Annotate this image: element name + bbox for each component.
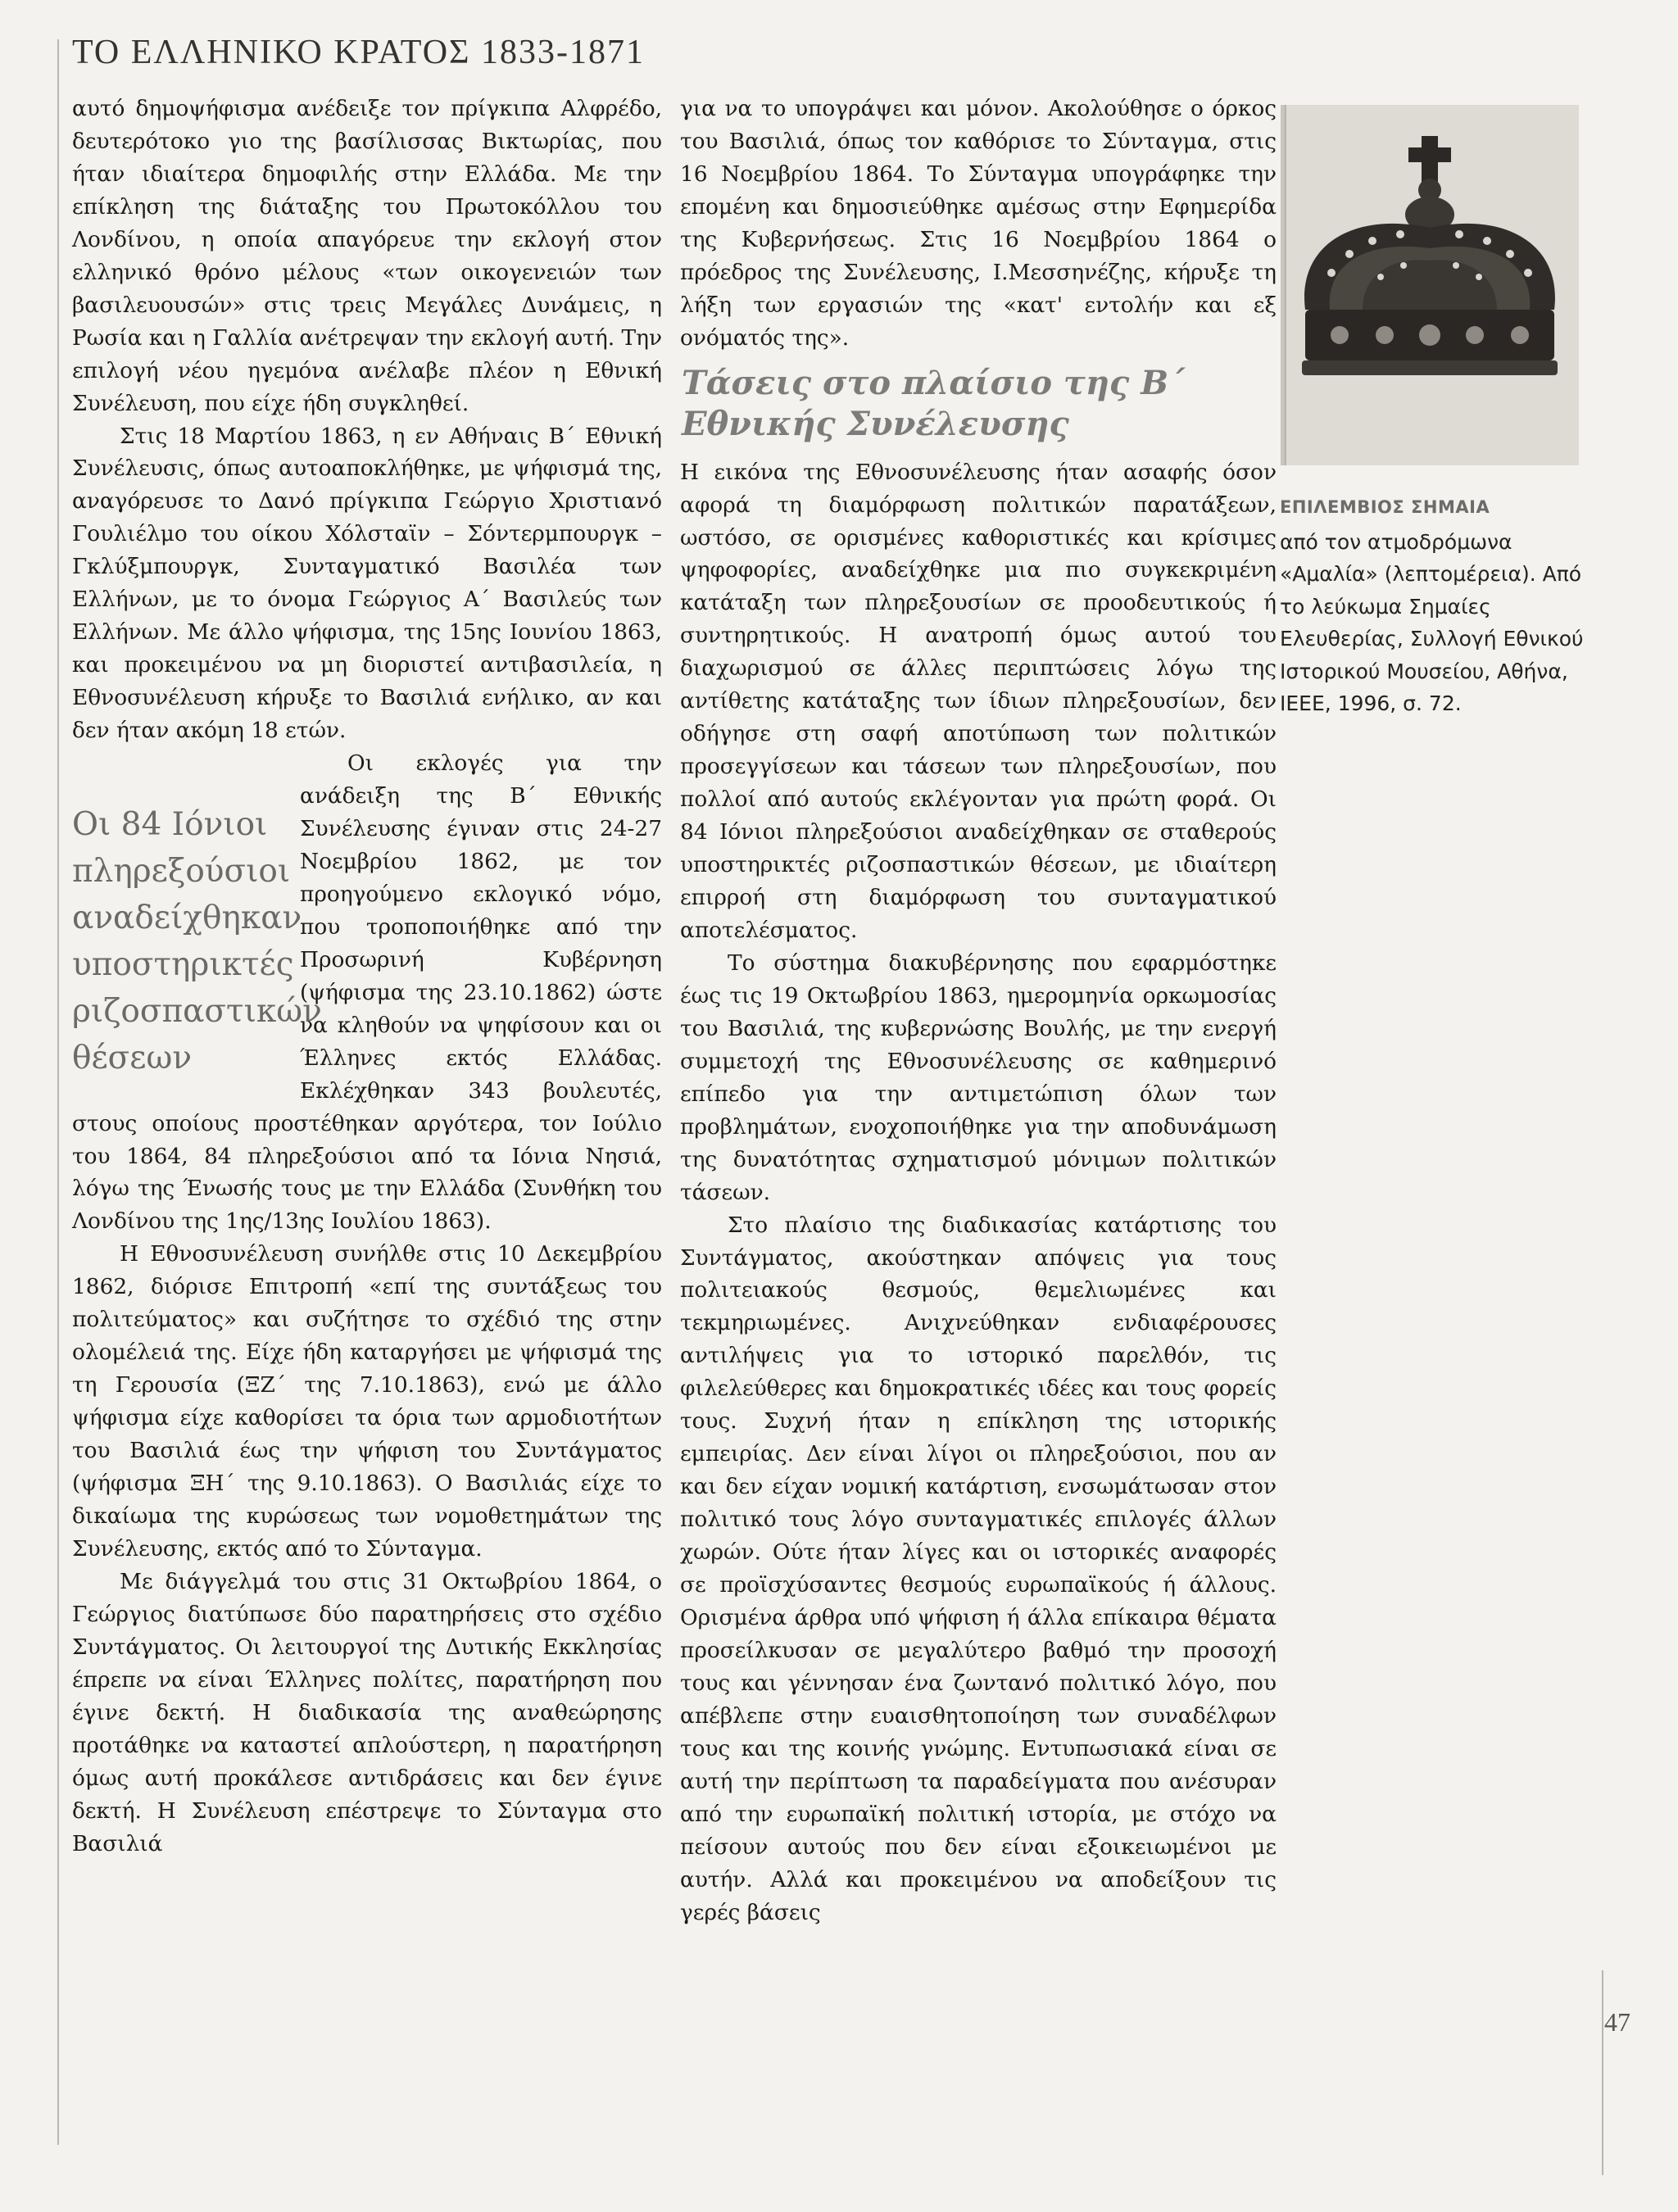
pull-quote: Οι 84 Ιόνιοι πληρεξούσιοι αναδείχθηκαν υποστηρικτές ριζοσπαστικών θέσεων bbox=[72, 806, 322, 1077]
body-paragraph: για να το υπογράψει και μόνον. Ακολούθησε ο όρκος του Βασιλιά, όπως τον καθόρισε το Σύνταγμα, στις 16 Νοεμβρίου 1864. Το Σύνταγμα υπογράφηκε την επομένη και δημοσιεύθηκε αμέσως στην Εφημερίδα της Κυβερνήσεως. Στις 16 Νοεμβρίου 1864 ο πρόεδρος της Συνέλευσης, Ι.Μεσσηνέζης, κήρυξε τη λήξη των εργασιών της «κατ' εντολήν και εξ ονόματός της». bbox=[680, 96, 1277, 351]
page-rule-vertical bbox=[57, 39, 59, 2145]
caption-title: ΕΠΙΛΕΜΒΙΟΣ ΣΗΜΑΙΑ bbox=[1280, 497, 1490, 517]
middle-column bbox=[680, 93, 1277, 1929]
body-paragraph: Η Εθνοσυνέλευση συνήλθε στις 10 Δεκεμβρίου 1862, διόρισε Επιτροπή «επί της συντάξεως του πολιτεύματος» και συζήτησε το σχέδιό της στην ολομέλειά της. Είχε ήδη καταργήσει με ψήφισμά της τη Γερουσία (ΞΖ΄ της 7.10.1863), ενώ με άλλο ψήφισμα είχε καθορίσει τα όρια των αρμοδιοτήτων του Βασιλιά έως την ψήφιση του Συντάγματος (ψήφισμα ΞΗ΄ της 9.10.1863). Ο Βασιλιάς είχε το δικαίωμα της κυρώσεως των νομοθετημάτων της Συνέλευσης, εκτός από το Σύνταγμα. bbox=[72, 1241, 662, 1562]
body-paragraph: Στις 18 Μαρτίου 1863, η εν Αθήναις Β΄ Εθνική Συνέλευσις, όπως αυτοαποκλήθηκε, με ψήφισμά της, αναγόρευσε το Δανό πρίγκιπα Γεώργιο Χριστιανό Γουλιέλμο του οίκου Χόλσταϊν – Σόντερμπουργκ – Γκλύξμπουργκ, Συνταγματικό Βασιλέα των Ελλήνων, με το όνομα Γεώργιος Α΄ Βασιλεύς των Ελλήνων. Με άλλο ψήφισμα, της 15ης Ιουνίου 1863, και προκειμένου να μη διοριστεί αντιβασιλεία, η Εθνοσυνέλευση κήρυξε το Βασιλιά ενήλικο, αν και δεν ήταν ακόμη 18 ετών. bbox=[72, 423, 662, 744]
body-paragraph: Στο πλαίσιο της διαδικασίας κατάρτισης του Συντάγματος, ακούστηκαν απόψεις για τους πολιτειακούς θεσμούς, θεμελιωμένες και τεκμηριωμένες. Ανιχνεύθηκαν ενδιαφέρουσες αντιλήψεις για το ιστορικό παρελθόν, τις φιλελεύθερες και δημοκρατικές ιδέες και τους φορείς τους. Συχνή ήταν η επίκληση της ιστορικής εμπειρίας. Δεν είναι λίγοι οι πληρεξούσιοι, που αν και δεν είχαν νομική κατάρτιση, ενσωμάτωσαν στον πολιτικό τους λόγο συνταγματικές επιλογές άλλων χωρών. Ούτε ήταν λίγες και οι ιστορικές αναφορές σε προϊσχύσαντες θεσμούς ευρωπαϊκούς ή άλλους. Ορισμένα άρθρα υπό ψήφιση ή άλλα επίκαιρα θέματα προσείλκυσαν σε μεγαλύτερο βαθμό την προσοχή τους και γέννησαν ένα ζωντανό πολιτικό λόγο, που απέβλεπε στην ευαισθητοποίηση των συναδέλφων τους και της κοινής γνώμης. Εντυπωσιακά είναι σε αυτή την περίπτωση τα παραδείγματα που ανέσυραν από την ευρωπαϊκή πολιτική ιστορία, με στόχο να πείσουν αυτούς που δεν είναι εξοικειωμένοι με αυτήν. Αλλά και προκειμένου να αποδείξουν τις γερές βάσεις bbox=[680, 1212, 1277, 1925]
body-paragraph: Η εικόνα της Εθνοσυνέλευσης ήταν ασαφής όσον αφορά τη διαμόρφωση πολιτικών παρατάξεων, ωστόσο, σε ορισμένες καθοριστικές και κρίσιμες ψηφοφορίες, αναδείχθηκε μια πιο συγκεκριμένη κατάταξη των πληρεξουσίων σε προοδευτικούς ή συντηρητικούς. Η ανατροπή όμως αυτού του διαχωρισμού σε άλλες περιπτώσεις λόγω της αντίθετης κατάταξης των ίδιων πληρεξουσίων, δεν οδήγησε στη σαφή αποτύπωση των πολιτικών προσεγγίσεων και τάσεων των πληρεξουσίων, που πολλοί από αυτούς εκλέγονταν για πρώτη φορά. Οι 84 Ιόνιοι πληρεξούσιοι αναδείχθηκαν σε σταθερούς υποστηρικτές ριζοσπαστικών θέσεων, με ιδιαίτερη επιρροή στη διαμόρφωση του συνταγματικού αποτελέσματος. bbox=[680, 459, 1277, 943]
section-heading: Τάσεις στο πλαίσιο της Β΄ Εθνικής Συνέλευσης bbox=[682, 363, 1186, 443]
figure-caption bbox=[1280, 492, 1591, 720]
flag-detail-image bbox=[1281, 105, 1579, 465]
body-paragraph: Με διάγγελμά του στις 31 Οκτωβρίου 1864, ο Γεώργιος διατύπωσε δύο παρατηρήσεις στο σχέδιο Συντάγματος. Οι λειτουργοί της Δυτικής Εκκλησίας έπρεπε να είναι Έλληνες πολίτες, παρατήρηση που έγινε δεκτή. Η διαδικασία της αναθεώρησης προτάθηκε να καταστεί απλούστερη, η παρατήρηση όμως αυτή προκάλεσε αντιδράσεις και δεν έγινε δεκτή. Η Συνέλευση επέστρεψε το Σύνταγμα στο Βασιλιά bbox=[72, 1568, 662, 1856]
caption-text: από τον ατμοδρόμωνα «Αμαλία» (λεπτομέρεια). Από το λεύκωμα Σημαίες Ελευθερίας, Συλλογή Εθνικού Ιστορικού Μουσείου, Αθήνα, ΙΕΕΕ, 1996, σ. 72. bbox=[1280, 529, 1584, 715]
left-column bbox=[72, 93, 662, 1860]
crown-icon bbox=[1281, 105, 1579, 465]
body-paragraph: Το σύστημα διακυβέρνησης που εφαρμόστηκε έως τις 19 Οκτωβρίου 1863, ημερομηνία ορκωμοσίας του Βασιλιά, της κυβερνώσης Βουλής, με την ενεργή συμμετοχή της Εθνοσυνέλευσης σε καθημερινό επίπεδο για την αντιμετώπιση όλων των προβλημάτων, ενοχοποιήθηκε για την αποδυνάμωση της δυνατότητας σχηματισμού μόνιμων πολιτικών τάσεων. bbox=[680, 950, 1277, 1205]
body-paragraph: Οι εκλογές για την ανάδειξη της Β΄ Εθνικής Συνέλευσης έγιναν στις 24-27 Νοεμβρίου 1862, με τον προηγούμενο εκλογικό νόμο, που τροποποιήθηκε από την Προσωρινή Κυβέρνηση (ψήφισμα της 23.10.1862) ώστε να κληθούν να ψηφίσουν και οι Έλληνες εκτός Ελλάδας. Εκλέχθηκαν 343 βουλευτές, στους οποίους προστέθηκαν αργότερα, τον Ιούλιο του 1864, 84 πληρεξούσιοι από τα Ιόνια Νησιά, λόγω της Ένωσής τους με την Ελλάδα (Συνθήκη του Λονδίνου της 1ης/13ης Ιουλίου 1863). bbox=[72, 750, 662, 1235]
running-title: ΤΟ ΕΛΛΗΝΙΚΟ ΚΡΑΤΟΣ 1833-1871 bbox=[72, 34, 645, 71]
page-number: 47 bbox=[1604, 2007, 1630, 2037]
page-rule-right bbox=[1602, 1970, 1603, 2175]
body-paragraph: αυτό δημοψήφισμα ανέδειξε τον πρίγκιπα Αλφρέδο, δευτερότοκο γιο της βασίλισσας Βικτωρίας, που ήταν ιδιαίτερα δημοφιλής στην Ελλάδα. Με την επίκληση της διάταξης του Πρωτοκόλλου του Λονδίνου, η οποία απαγόρευε την εκλογή στον ελληνικό θρόνο μέλους «των οικογενειών των βασιλευουσών» στις τρεις Μεγάλες Δυνάμεις, η Ρωσία και η Γαλλία ανέτρεψαν την εκλογή αυτή. Την επιλογή νέου ηγεμόνα ανέλαβε πλέον η Εθνική Συνέλευση, που είχε ήδη συγκληθεί. bbox=[72, 96, 662, 416]
